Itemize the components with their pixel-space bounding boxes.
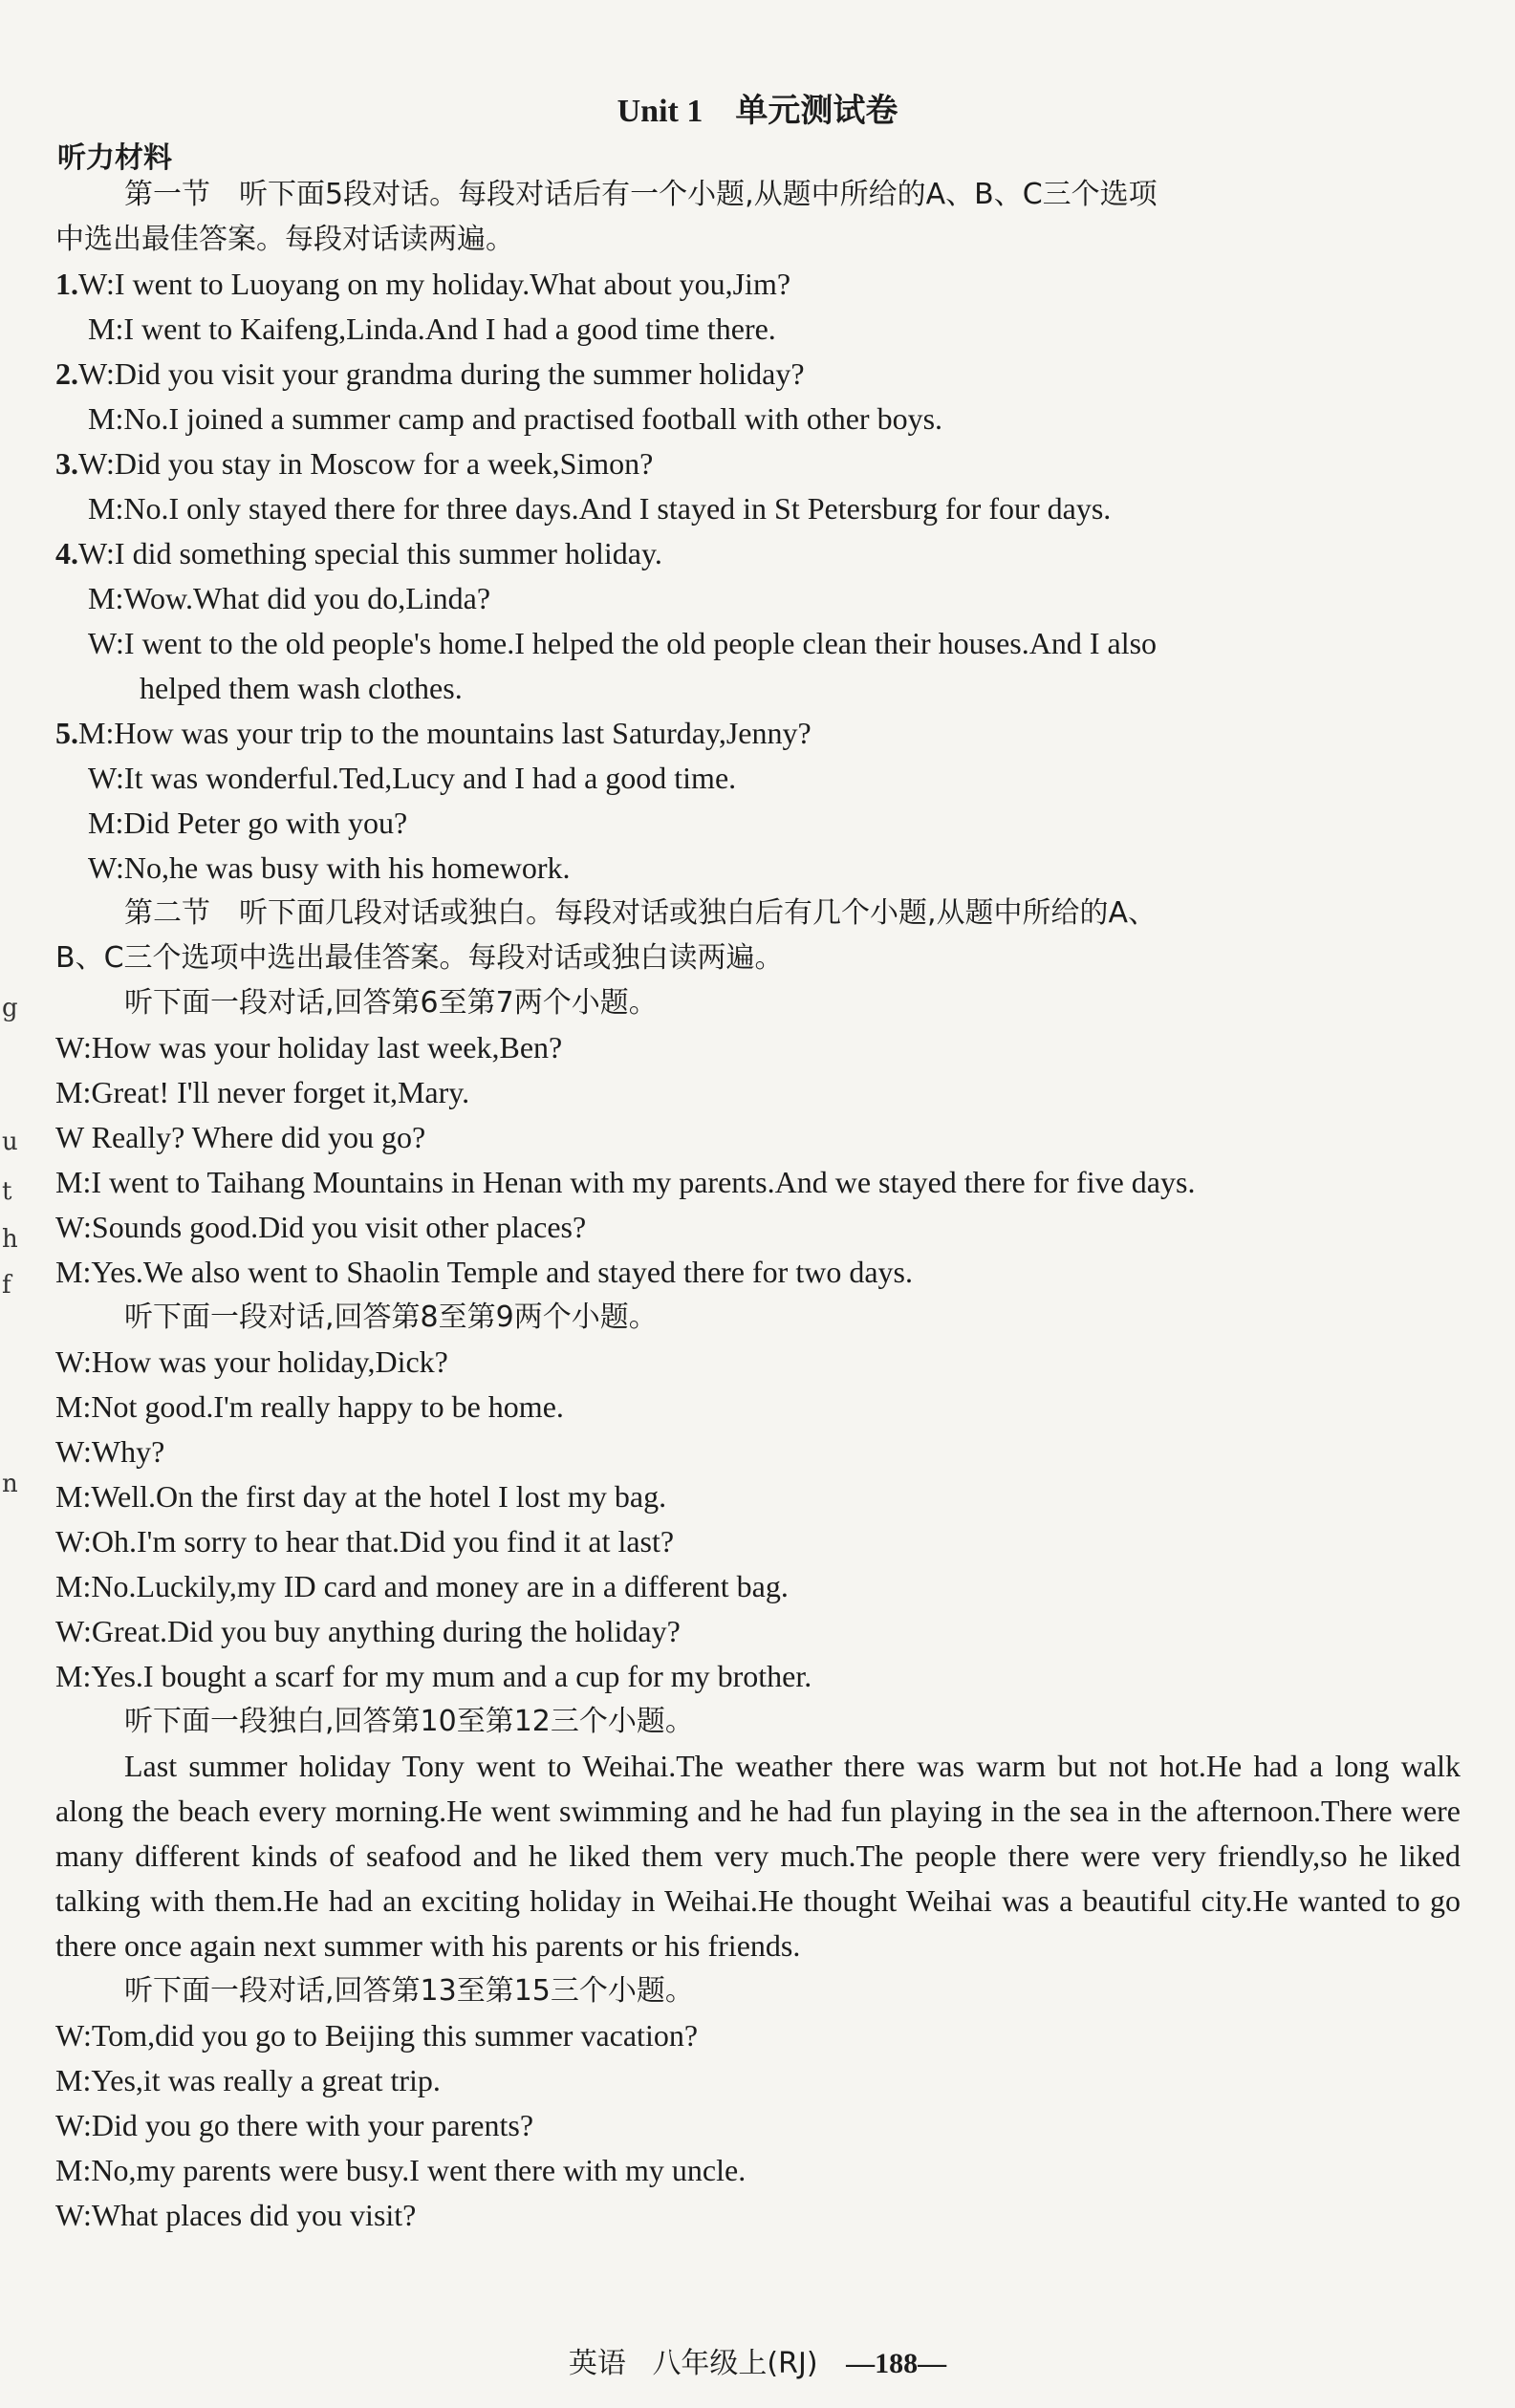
dialogue-line: M:Did Peter go with you? xyxy=(88,806,408,840)
bleed-letter: f xyxy=(2,1271,11,1300)
footer-grade: 八年级上(RJ) xyxy=(652,2347,818,2380)
dialogue-line: W:Why? xyxy=(55,1434,165,1469)
dialogue-line-continued: helped them wash clothes. xyxy=(140,671,463,705)
page-footer xyxy=(0,2339,1515,2381)
dialogue-line: M:No,my parents were busy.I went there with my uncle. xyxy=(55,2153,747,2187)
question-number: 5. xyxy=(55,716,78,750)
dialogue-line: M:No.Luckily,my ID card and money are in a different bag. xyxy=(55,1569,789,1603)
section-heading: 听力材料 xyxy=(57,141,172,175)
dialogue-line: M:How was your trip to the mountains last Saturday,Jenny? xyxy=(78,716,812,750)
page-number: —188— xyxy=(846,2348,947,2379)
question-number: 2. xyxy=(55,356,78,391)
question-number: 3. xyxy=(55,446,78,481)
dialogue-line: M:Yes.I bought a scarf for my mum and a cup for my brother. xyxy=(55,1659,812,1693)
text-4-dialogue xyxy=(55,2013,1461,2238)
dialogue-line: W:How was your holiday last week,Ben? xyxy=(55,1030,563,1064)
text-2-dialogue xyxy=(55,1340,1461,1699)
dialogue-1 xyxy=(55,262,1461,307)
dialogue-line: W:What places did you visit? xyxy=(55,2198,417,2232)
bleed-letter: n xyxy=(2,1470,18,1498)
question-number: 4. xyxy=(55,536,78,570)
text-1-dialogue xyxy=(55,1025,1461,1295)
part2-intro-line-2: B、C三个选项中选出最佳答案。每段对话或独白读两遍。 xyxy=(55,941,784,975)
dialogue-line: W:I did something special this summer holiday. xyxy=(78,536,662,570)
dialogue-line: W:Oh.I'm sorry to hear that.Did you find it at last? xyxy=(55,1524,675,1559)
dialogue-line: M:No.I joined a summer camp and practised football with other boys. xyxy=(88,401,943,436)
dialogue-line: W:Sounds good.Did you visit other places? xyxy=(55,1210,587,1244)
dialogue-line: W Really? Where did you go? xyxy=(55,1120,426,1154)
dialogue-line: W:Tom,did you go to Beijing this summer vacation? xyxy=(55,2018,699,2053)
dialogue-line: W:I went to the old people's home.I helped the old people clean their houses.And I also xyxy=(88,626,1158,660)
dialogue-line: M:Yes,it was really a great trip. xyxy=(55,2063,441,2097)
part1-intro-line-2: 中选出最佳答案。每段对话读两遍。 xyxy=(55,223,514,256)
dialogue-line: M:No.I only stayed there for three days.And I stayed in St Petersburg for four days. xyxy=(88,491,1112,526)
page-title: Unit 1 单元测试卷 xyxy=(617,94,898,129)
dialogue-line: W:Did you go there with your parents? xyxy=(55,2108,534,2142)
dialogue-line: W:Great.Did you buy anything during the holiday? xyxy=(55,1614,681,1648)
question-number: 1. xyxy=(55,267,78,301)
part1-intro xyxy=(55,172,1461,217)
dialogue-line: W:Did you stay in Moscow for a week,Simon? xyxy=(78,446,654,481)
dialogue-line: W:No,he was busy with his homework. xyxy=(88,850,571,885)
dialogue-line: M:I went to Kaifeng,Linda.And I had a good time there. xyxy=(88,312,776,346)
dialogue-line: W:How was your holiday,Dick? xyxy=(55,1344,448,1379)
dialogue-5 xyxy=(55,711,1461,756)
listening-script xyxy=(55,172,1461,2238)
text-2-intro: 听下面一段对话,回答第8至第9两个小题。 xyxy=(124,1301,658,1334)
dialogue-line: W:I went to Luoyang on my holiday.What about you,Jim? xyxy=(78,267,791,301)
bleed-letter: t xyxy=(2,1177,12,1206)
footer-subject: 英语 xyxy=(568,2347,626,2380)
dialogue-line: M:Great! I'll never forget it,Mary. xyxy=(55,1075,470,1109)
text-3-intro: 听下面一段独白,回答第10至第12三个小题。 xyxy=(124,1705,694,1738)
dialogue-line: M:Yes.We also went to Shaolin Temple and stayed there for two days. xyxy=(55,1255,913,1289)
bleed-letter: u xyxy=(2,1128,18,1156)
dialogue-line: W:Did you visit your grandma during the summer holiday? xyxy=(78,356,805,391)
dialogue-2 xyxy=(55,352,1461,397)
dialogue-line: M:Well.On the first day at the hotel I lost my bag. xyxy=(55,1479,667,1514)
text-4-intro: 听下面一段对话,回答第13至第15三个小题。 xyxy=(124,1974,694,2008)
text-1-intro: 听下面一段对话,回答第6至第7两个小题。 xyxy=(124,986,658,1020)
part1-intro-line-1: 第一节 听下面5段对话。每段对话后有一个小题,从题中所给的A、B、C三个选项 xyxy=(124,178,1158,211)
bleed-letter: h xyxy=(2,1225,18,1254)
dialogue-line: M:Not good.I'm really happy to be home. xyxy=(55,1389,564,1424)
dialogue-line: W:It was wonderful.Ted,Lucy and I had a good time. xyxy=(88,761,737,795)
bleed-letter: g xyxy=(2,994,18,1022)
dialogue-line: M:Wow.What did you do,Linda? xyxy=(88,581,491,615)
monologue-passage: Last summer holiday Tony went to Weihai.The weather there was warm but not hot.He had a long walk along the beach every morning.He went swimming and he had fun playing in the sea in the afternoon.There were many different kinds of seafood and he liked them very much.The people there were very friendly,so he liked talking with them.He had an exciting holiday in Weihai.He thought Weihai was a beautiful city.He wanted to go there once again next summer with his parents or his friends. xyxy=(55,1749,1461,1963)
dialogue-3 xyxy=(55,441,1461,486)
part2-intro-line-1: 第二节 听下面几段对话或独白。每段对话或独白后有几个小题,从题中所给的A、 xyxy=(124,896,1158,930)
dialogue-line: M:I went to Taihang Mountains in Henan with my parents.And we stayed there for five days. xyxy=(55,1165,1196,1199)
dialogue-4 xyxy=(55,531,1461,576)
